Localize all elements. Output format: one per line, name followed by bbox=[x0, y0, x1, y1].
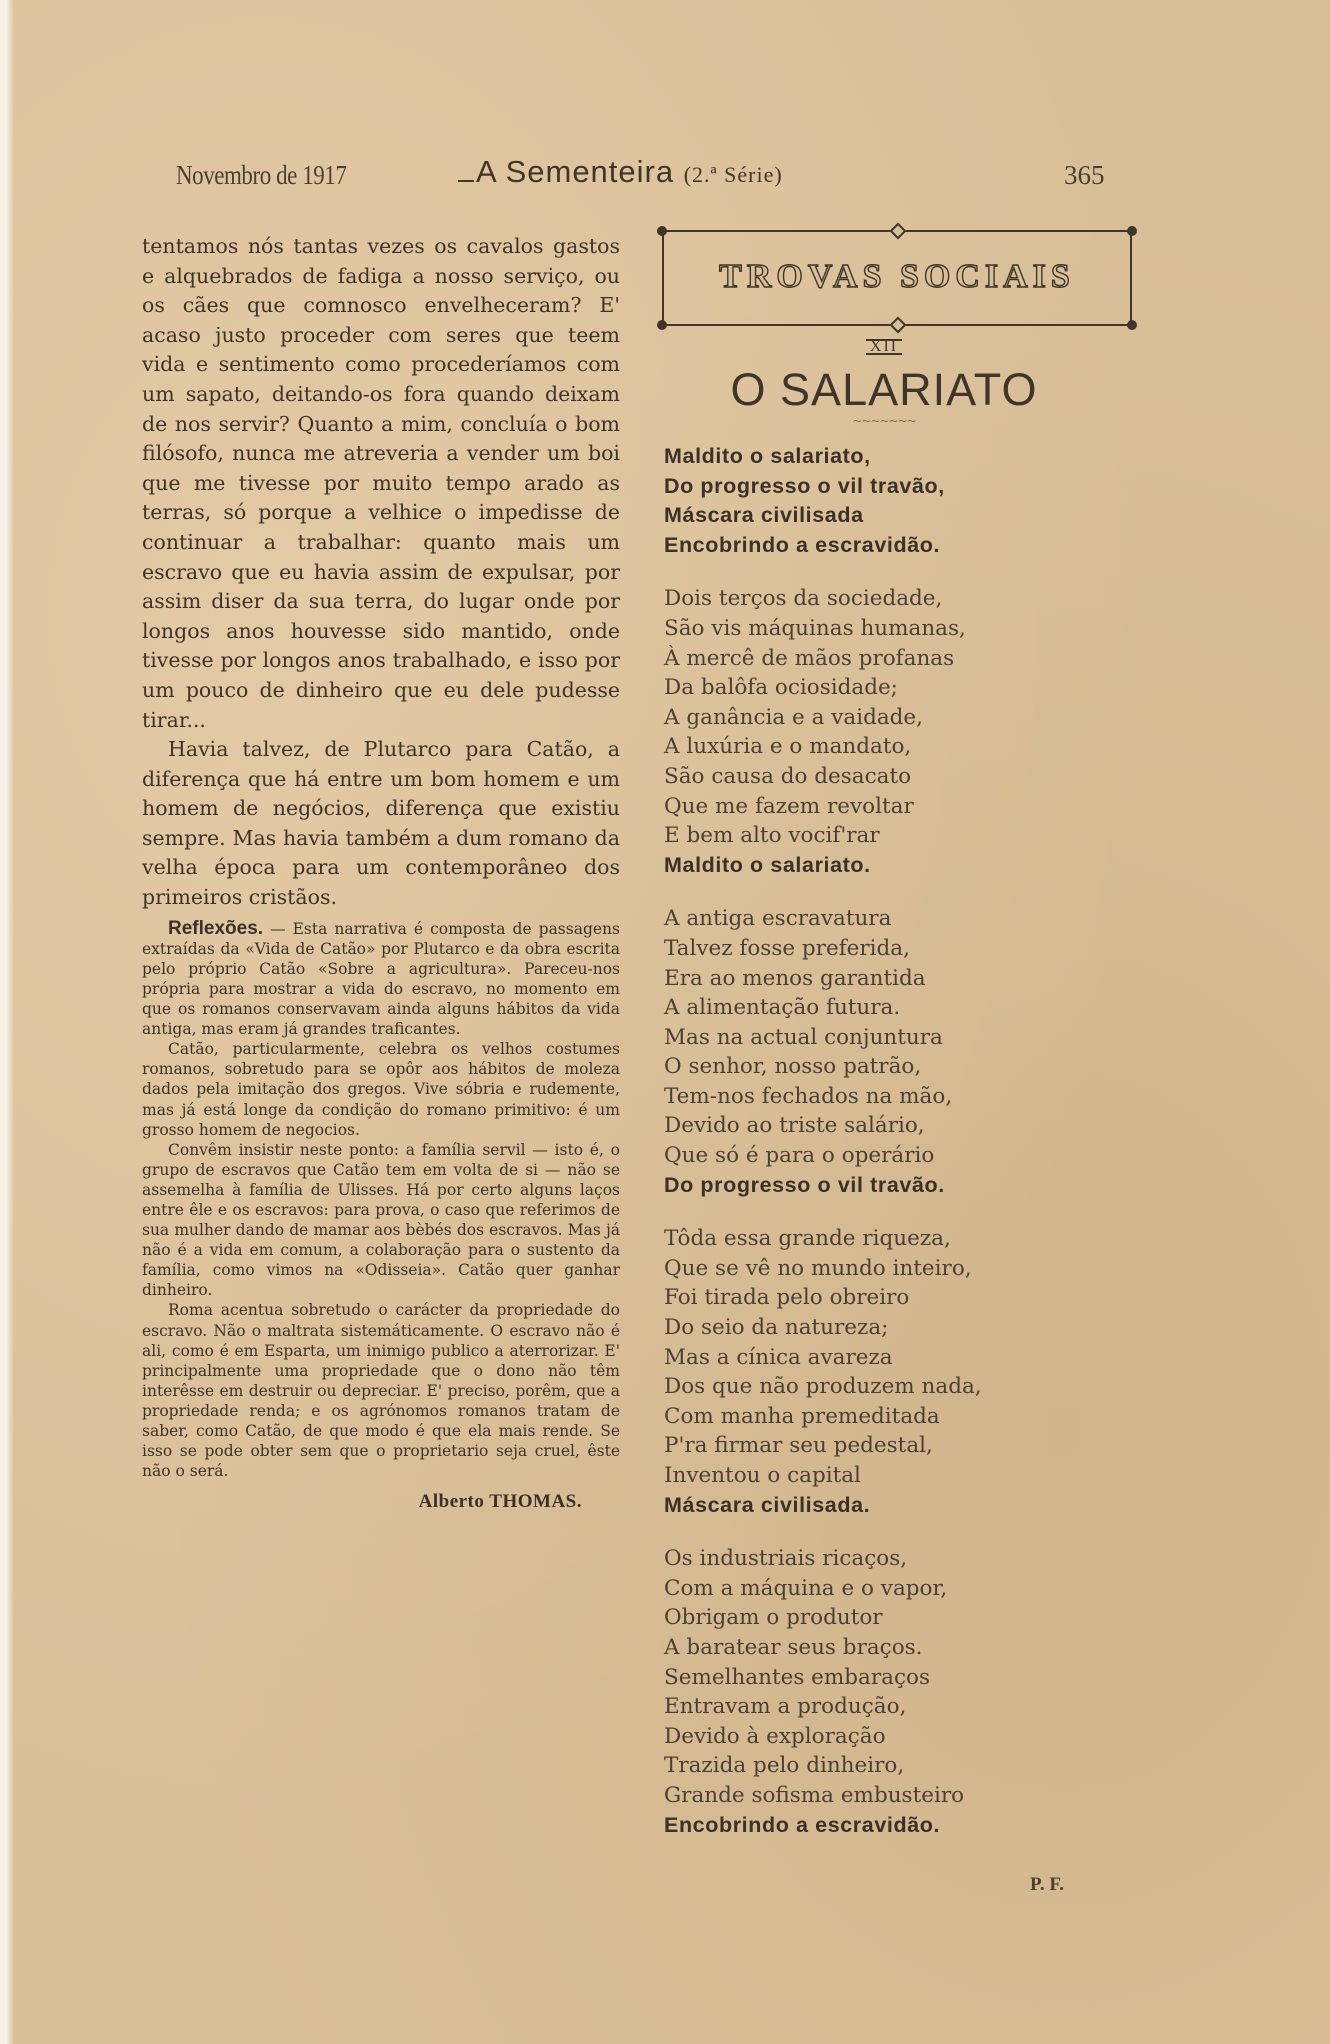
frame-corner-dot bbox=[657, 320, 667, 330]
poem-line: Talvez fosse preferida, bbox=[664, 935, 910, 961]
page-number: 365 bbox=[1064, 160, 1105, 190]
poem-line: Da balôfa ociosidade; bbox=[664, 675, 898, 701]
page-header bbox=[0, 150, 1330, 198]
article-body bbox=[142, 232, 620, 913]
poem-line: A antiga escravatura bbox=[664, 906, 892, 932]
title-rule bbox=[458, 180, 474, 182]
poem-refrain-line: Encobrindo a escravidão. bbox=[664, 532, 941, 557]
poem-line: Foi tirada pelo obreiro bbox=[664, 1285, 910, 1311]
poem-line: Que só é para o operário bbox=[664, 1143, 935, 1169]
reflexoes-intro-paragraph bbox=[142, 919, 620, 1040]
poem-line: A luxúria e o mandato, bbox=[664, 734, 912, 760]
reflexoes-heading: Reflexões. bbox=[168, 917, 264, 939]
poem-stanza bbox=[664, 442, 1104, 560]
left-column bbox=[142, 232, 620, 1513]
poem-refrain-line: Maldito o salariato, bbox=[664, 444, 871, 468]
poem-line: Dois terços da sociedade, bbox=[664, 586, 943, 612]
poem-line: P'ra firmar seu pedestal, bbox=[664, 1433, 933, 1459]
frame-diamond-ornament bbox=[890, 223, 907, 240]
article-paragraph-1: tentamos nós tantas vezes os cavalos gastos e alquebrados de fadiga a nosso serviço, ou os cães que comnosco envelheceram? E' acaso justo proceder com seres que teem vida e sentimento como procederíamos com um sapato, deitando-os fora quando deixam de nos servir? Quanto a mim, concluía o bom filósofo, nunca me atreveria a vender um boi que me tivesse por muito tempo arado as terras, só porque a velhice o impedisse de continuar a trabalhar: quanto mais um escravo que eu havia assim de expulsar, por assim diser da sua terra, do lugar onde por longos anos houvesse sido mantido, onde tivesse por longos anos trabalhado, e isso por um pouco de dinheiro que eu dele pudesse tirar... bbox=[142, 234, 620, 732]
poem-line: A ganância e a vaidade, bbox=[664, 704, 923, 730]
poem-stanza bbox=[664, 904, 1104, 1200]
poem-line: Que me fazem revoltar bbox=[664, 793, 914, 819]
poem-stanza bbox=[664, 584, 1104, 880]
reflexoes-notes bbox=[142, 919, 620, 1482]
poem-line: O senhor, nosso patrão, bbox=[664, 1054, 922, 1080]
poem-line: A alimentação futura. bbox=[664, 995, 901, 1021]
poem-line: Inventou o capital bbox=[664, 1463, 861, 1488]
poem-line: Com a máquina e o vapor, bbox=[664, 1575, 948, 1601]
section-title: TROVAS SOCIAIS bbox=[719, 258, 1075, 295]
publication-title bbox=[458, 154, 783, 190]
poem-refrain-line: Maldito o salariato. bbox=[664, 852, 871, 877]
page-edge bbox=[0, 0, 14, 2044]
poem-line: Entravam a produção, bbox=[664, 1694, 907, 1720]
poem-number bbox=[664, 338, 1104, 356]
section-title-frame bbox=[662, 230, 1132, 326]
right-column bbox=[664, 230, 1104, 1864]
publication-name: A Sementeira bbox=[476, 154, 675, 189]
poem-refrain-line: Máscara civilisada. bbox=[664, 1492, 871, 1517]
poem-refrain-line: Do progresso o vil travão, bbox=[664, 473, 945, 498]
poem-line: Devido à exploração bbox=[664, 1723, 886, 1749]
issue-date: Novembro de 1917 bbox=[176, 160, 347, 190]
poem-line: Tem-nos fechados na mão, bbox=[664, 1083, 953, 1109]
frame-diamond-ornament bbox=[890, 317, 907, 334]
poem-line: Trazida pelo dinheiro, bbox=[664, 1753, 905, 1779]
poem-refrain-line: Máscara civilisada bbox=[664, 503, 864, 528]
article-paragraph-2: Havia talvez, de Plutarco para Catão, a diferença que há entre um bom homem e um homem de negócios, diferença que existiu sempre. Mas havia também a dum romano da velha época para um contemporâneo dos primeiros cristãos. bbox=[142, 737, 620, 910]
frame-corner-dot bbox=[1127, 320, 1137, 330]
reflexoes-paragraph-2: Convêm insistir neste ponto: a família servil — isto é, o grupo de escravos que Catão tem em volta de si — não se assemelha à família de Ulisses. Há por certo alguns laços entre êle e os escravos: para prova, o caso que referimos de sua mulher dando de mamar aos bèbés dos escravos. Mas já não é a vida em comum, a colaboração para o sustento da família, como vimos na «Odisseia». Catão quer ganhar dinheiro. bbox=[142, 1140, 620, 1300]
reflexoes-intro: — Esta narrativa é composta de passagens extraídas da «Vida de Catão» por Plutarco e da obra escrita pelo próprio Catão «Sobre a agricultura». Pareceu-nos própria para mostrar a vida do escravo, no momento em que os romanos conservavam ainda alguns hábitos da vida antiga, mas eram já grandes traficantes. bbox=[142, 919, 620, 1039]
poem-line: Era ao menos garantida bbox=[664, 965, 926, 991]
poem-refrain-line: Encobrindo a escravidão. bbox=[664, 1812, 941, 1837]
poem-line: Tôda essa grande riqueza, bbox=[664, 1226, 951, 1252]
title-ornament: ~~~~~~~ bbox=[852, 414, 916, 428]
poem-line: Dos que não produzem nada, bbox=[664, 1374, 982, 1400]
poem-line: Do seio da natureza; bbox=[664, 1315, 889, 1341]
poem-line: São vis máquinas humanas, bbox=[664, 615, 966, 641]
poem-title: O SALARIATO bbox=[730, 364, 1038, 415]
roman-numeral: XII bbox=[866, 339, 902, 355]
poem-stanza bbox=[664, 1224, 1104, 1520]
poem-line: Que se vê no mundo inteiro, bbox=[664, 1255, 972, 1281]
poem-line: Obrigam o produtor bbox=[664, 1605, 883, 1631]
poem-line: E bem alto vocif'rar bbox=[664, 823, 880, 849]
poem-stanza bbox=[664, 1544, 1104, 1840]
poem-line: A baratear seus braços. bbox=[664, 1634, 923, 1660]
frame-corner-dot bbox=[1127, 226, 1137, 236]
poem-line: Os industriais ricaços, bbox=[664, 1546, 908, 1572]
author-signature: Alberto THOMAS. bbox=[418, 1491, 582, 1513]
poem-body bbox=[664, 442, 1104, 1840]
poem-line: Mas na actual conjuntura bbox=[664, 1024, 943, 1050]
poem-line: Semelhantes embaraços bbox=[664, 1664, 930, 1690]
poem-signature: P. F. bbox=[1030, 1874, 1064, 1895]
poem-line: São causa do desacato bbox=[664, 763, 912, 789]
reflexoes-paragraph-1: Catão, particularmente, celebra os velhos costumes romanos, sobretudo para se opôr aos hábitos de moleza dados pela imitação dos gregos. Vive sóbria e rudemente, mas já está longe da condição do romano primitivo: é um grosso homem de negocios. bbox=[142, 1040, 620, 1139]
poem-line: Devido ao triste salário, bbox=[664, 1113, 925, 1139]
poem-line: Mas a cínica avareza bbox=[664, 1344, 893, 1370]
frame-corner-dot bbox=[657, 226, 667, 236]
poem-line: Com manha premeditada bbox=[664, 1403, 940, 1429]
poem-line: À mercê de mãos profanas bbox=[664, 645, 955, 671]
reflexoes-paragraph-3: Roma acentua sobretudo o carácter da propriedade do escravo. Não o maltrata sistemáticamente. O escravo não é ali, como é em Esparta, um inimigo publico a aterrorizar. E' principalmente uma propriedade que o dono não têm interêsse em destruir ou depreciar. E' preciso, porêm, que a propriedade renda; e os agrónomos romanos tratam de saber, como Catão, de que modo é que ela mais rende. Se isso se pode obter sem que o proprietario seja cruel, êste não o será. bbox=[142, 1301, 620, 1481]
poem-line: Grande sofisma embusteiro bbox=[664, 1782, 965, 1808]
poem-refrain-line: Do progresso o vil travão. bbox=[664, 1172, 945, 1197]
series-label: (2.ª Série) bbox=[683, 162, 783, 187]
